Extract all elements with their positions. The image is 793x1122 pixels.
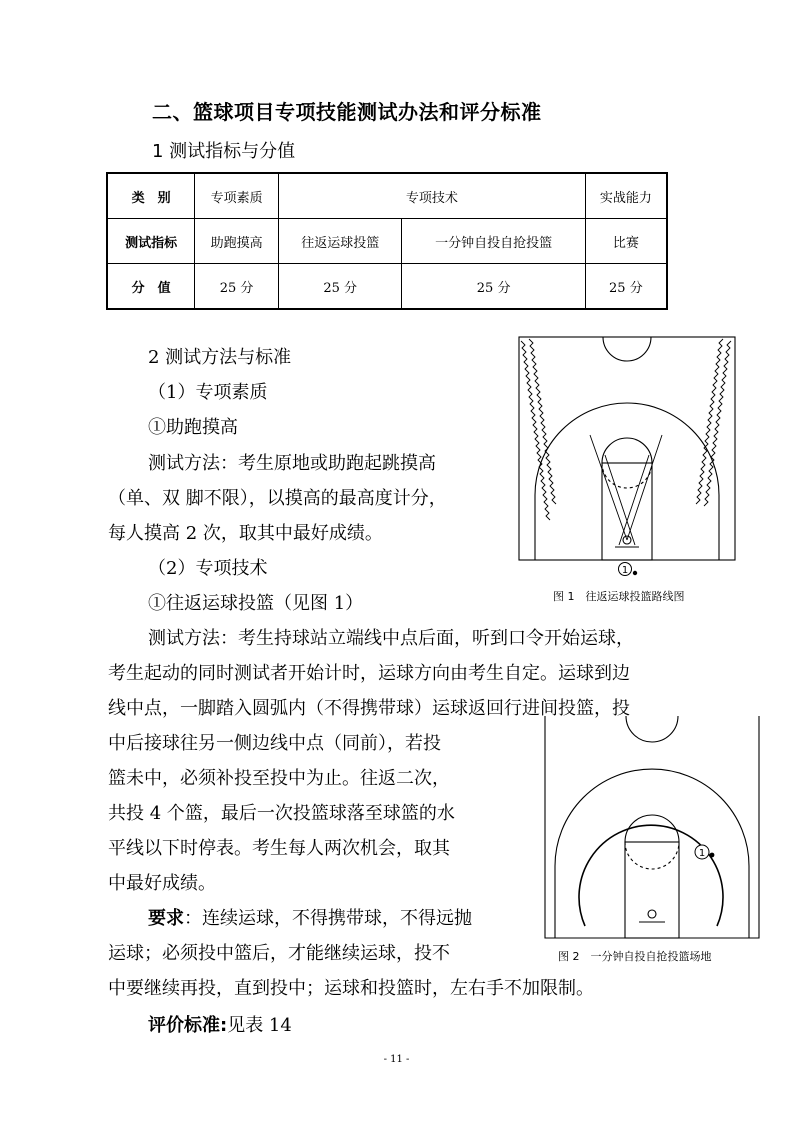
figure-1-caption: 图 1 往返运球投篮路线图 xyxy=(553,590,685,603)
figure-2-marker: 1 xyxy=(698,848,706,859)
paragraph-line: 篮未中，必须补投至投中为止。往返二次， xyxy=(108,768,450,789)
table-cell: 往返运球投篮 xyxy=(278,219,402,264)
table-row xyxy=(107,173,667,219)
requirement-text: ：连续运球，不得携带球，不得远抛 xyxy=(184,908,472,929)
item1-title: （1）专项素质 xyxy=(148,382,268,403)
figure-1-marker: 1 xyxy=(621,565,629,576)
item2-title: （2）专项技术 xyxy=(148,558,268,579)
paragraph-line: （单、双 脚不限），以摸高的最高度计分， xyxy=(108,488,447,509)
paragraph-line: 中最好成绩。 xyxy=(108,873,216,894)
paragraph-line: 考生起动的同时测试者开始计时，运球方向由考生自定。运球到边 xyxy=(108,663,630,684)
paragraph-line: 中后接球往另一侧边线中点（同前），若投 xyxy=(108,733,441,754)
paragraph-line: 每人摸高 2 次，取其中最好成绩。 xyxy=(108,523,383,544)
table-cell: 专项技术 xyxy=(278,173,585,219)
paragraph-line: 线中点，一脚踏入圆弧内（不得携带球）运球返回行进间投篮，投 xyxy=(108,698,630,719)
item2-1-title: ①往返运球投篮（见图 1） xyxy=(148,593,364,614)
page-number: - 11 - xyxy=(383,1054,410,1065)
figure-2-court-diagram xyxy=(541,716,763,940)
subsection-title-2: 2 测试方法与标准 xyxy=(148,347,292,368)
eval-line xyxy=(148,1008,292,1043)
section-title: 二、篮球项目专项技能测试办法和评分标准 xyxy=(152,100,542,124)
paragraph-line: 运球；必须投中篮后，才能继续运球，投不 xyxy=(108,943,450,964)
paragraph-line: 测试方法：考生原地或助跑起跳摸高 xyxy=(148,453,436,474)
eval-label: 评价标准: xyxy=(148,1015,228,1036)
table-cell: 测试指标 xyxy=(107,219,195,264)
paragraph-line: 平线以下时停表。考生每人两次机会，取其 xyxy=(108,838,450,859)
paragraph-line: 共投 4 个篮，最后一次投篮球落至球篮的水 xyxy=(108,803,455,824)
figure-2-caption: 图 2 一分钟自投自抢投篮场地 xyxy=(558,950,712,963)
table-row xyxy=(107,219,667,264)
table-cell: 比赛 xyxy=(585,219,667,264)
table-cell: 类 别 xyxy=(107,173,195,219)
table-cell: 25 分 xyxy=(278,264,402,310)
table-row xyxy=(107,264,667,310)
table-cell: 25 分 xyxy=(402,264,585,310)
score-table xyxy=(106,172,668,310)
figure-1-court-diagram xyxy=(515,335,740,583)
paragraph-line: 中要继续再投，直到投中；运球和投篮时，左右手不加限制。 xyxy=(108,978,594,999)
requirement-label: 要求 xyxy=(148,908,184,929)
paragraph-line: 测试方法：考生持球站立端线中点后面，听到口令开始运球， xyxy=(148,628,634,649)
eval-text: 见表 14 xyxy=(227,1015,292,1036)
table-cell: 专项素质 xyxy=(195,173,279,219)
table-cell: 25 分 xyxy=(195,264,279,310)
subsection-title-1: 1 测试指标与分值 xyxy=(152,141,296,162)
table-cell: 分 值 xyxy=(107,264,195,310)
table-cell: 助跑摸高 xyxy=(195,219,279,264)
item1-1-title: ①助跑摸高 xyxy=(148,417,238,438)
table-cell: 实战能力 xyxy=(585,173,667,219)
requirement-line xyxy=(148,901,472,936)
table-cell: 25 分 xyxy=(585,264,667,310)
table-cell: 一分钟自投自抢投篮 xyxy=(402,219,585,264)
